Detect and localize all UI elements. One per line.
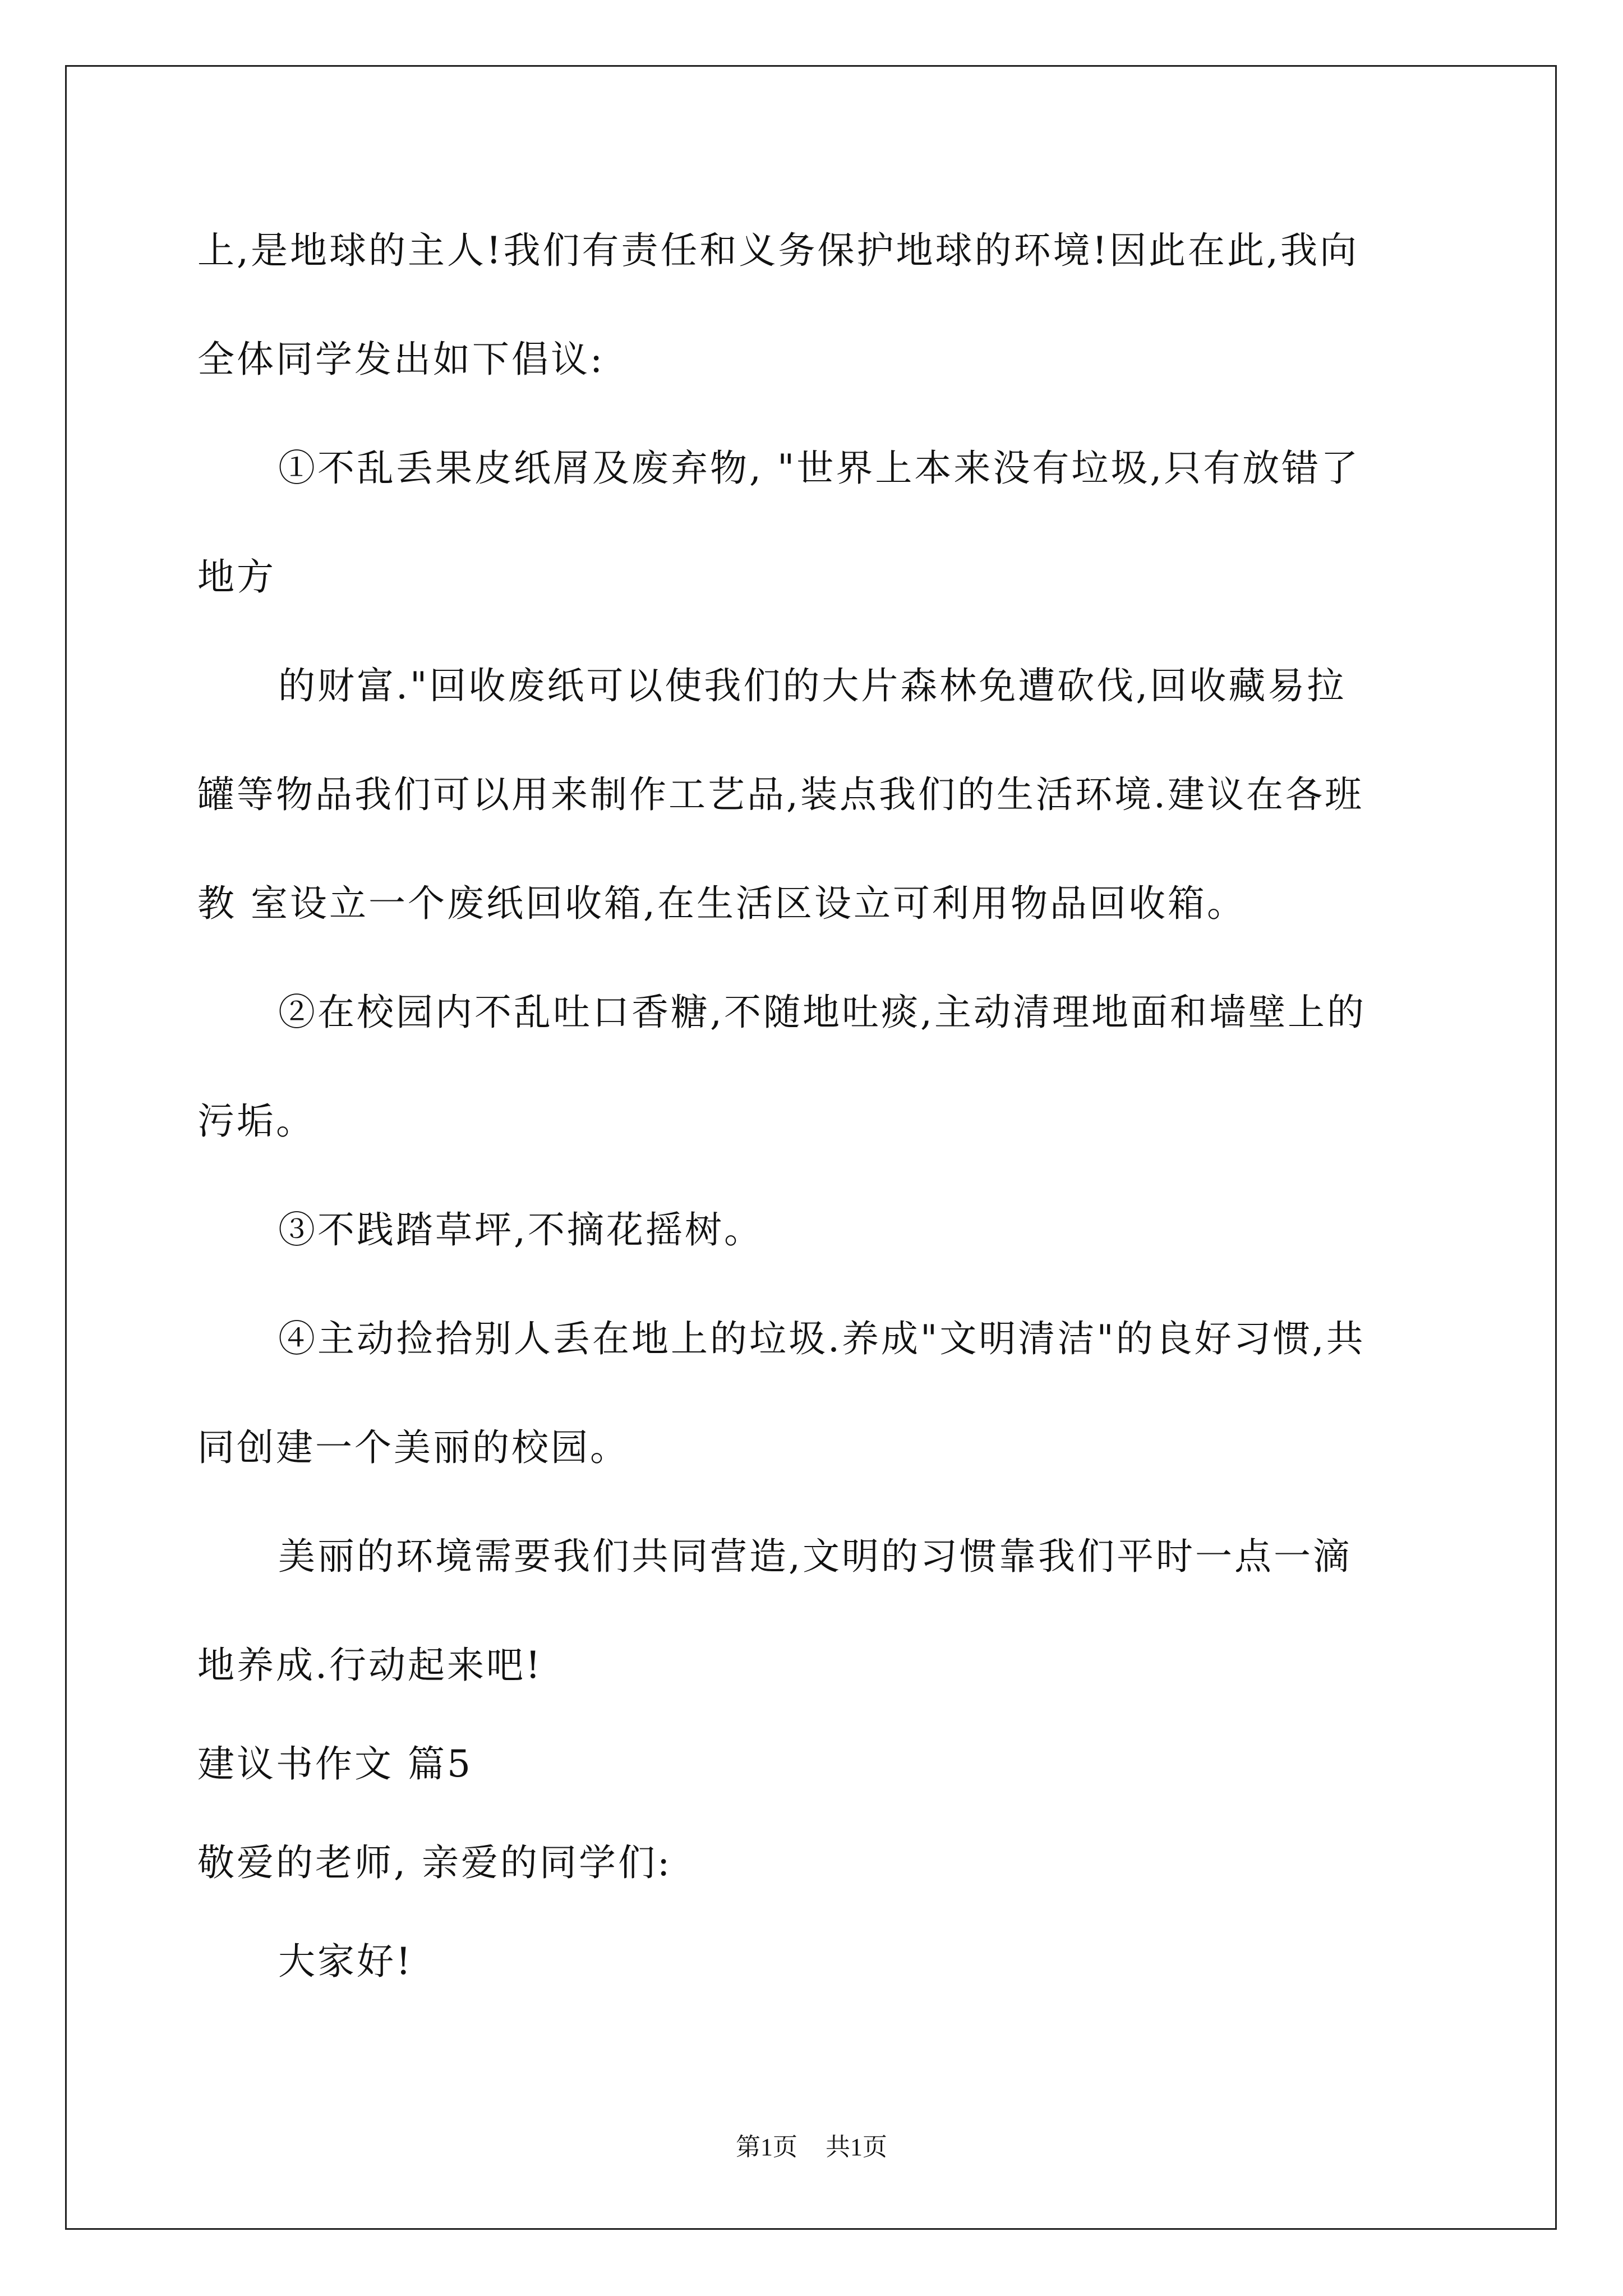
- greeting: 大家好!: [278, 1940, 413, 1983]
- page-footer: [0, 2135, 1623, 2160]
- text-line: 地方: [197, 555, 276, 599]
- section-heading: 建议书作文 篇5: [197, 1742, 473, 1786]
- text-line: ③不践踏草坪,不摘花摇树。: [278, 1208, 763, 1251]
- text-line: 罐等物品我们可以用来制作工艺品,装点我们的生活环境.建议在各班: [197, 773, 1364, 816]
- text-line: 美丽的环境需要我们共同营造,文明的习惯靠我们平时一点一滴: [278, 1535, 1352, 1578]
- text-line: 上,是地球的主人!我们有责任和义务保护地球的环境!因此在此,我向: [197, 229, 1359, 272]
- text-line: ①不乱丢果皮纸屑及废弃物, "世界上本来没有垃圾,只有放错了: [278, 447, 1361, 490]
- text-line: 污垢。: [197, 1099, 315, 1143]
- page-border: [65, 65, 1557, 2230]
- text-line: 教 室设立一个废纸回收箱,在生活区设立可利用物品回收箱。: [197, 882, 1246, 925]
- page-number-current: 第1页: [736, 2133, 797, 2161]
- text-line: 的财富."回收废纸可以使我们的大片森林免遭砍伐,回收藏易拉: [278, 664, 1347, 707]
- salutation: 敬爱的老师, 亲爱的同学们:: [197, 1841, 672, 1884]
- text-line: 全体同学发出如下倡议:: [197, 338, 605, 381]
- text-line: ④主动捡拾别人丢在地上的垃圾.养成"文明清洁"的良好习惯,共: [278, 1317, 1366, 1360]
- text-line: 同创建一个美丽的校园。: [197, 1426, 629, 1469]
- text-line: 地养成.行动起来吧!: [197, 1644, 543, 1687]
- text-line: ②在校园内不乱吐口香糖,不随地吐痰,主动清理地面和墙壁上的: [278, 991, 1366, 1034]
- page-number-total: 共1页: [826, 2133, 887, 2161]
